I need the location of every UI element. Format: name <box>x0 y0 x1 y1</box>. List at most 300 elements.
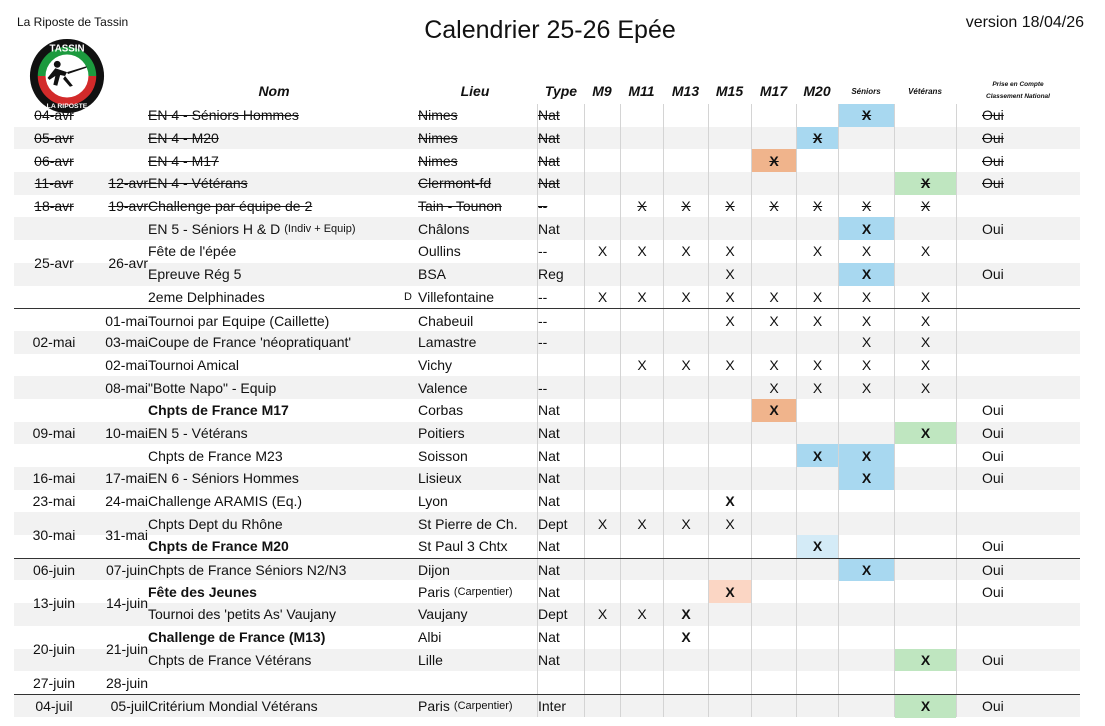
mark-m13 <box>664 172 708 195</box>
mark-m9: X <box>597 515 608 532</box>
table-row <box>14 467 1080 490</box>
mark-m11 <box>621 309 663 332</box>
event-name-text: Chpts de France M17 <box>148 402 289 419</box>
mark-seniors <box>839 535 894 558</box>
end-date: 14-juin <box>105 595 148 612</box>
event-type: Nat <box>538 447 560 464</box>
mark-m15 <box>709 422 751 445</box>
mark-m11 <box>621 467 663 490</box>
grid-line <box>956 671 957 694</box>
mark-m20 <box>797 512 838 535</box>
mark-m13 <box>664 695 708 718</box>
table-row <box>14 558 1080 581</box>
start-date: 16-mai <box>32 470 76 487</box>
mark-m13 <box>664 127 708 150</box>
start-date: 06-avr <box>34 152 74 169</box>
table-row <box>14 649 1080 672</box>
start-date: 04-avr <box>34 107 74 124</box>
mark-seniors <box>839 626 894 649</box>
mark-seniors <box>839 603 894 626</box>
table-row <box>14 286 1080 309</box>
location <box>418 649 536 672</box>
grid-line <box>956 490 957 513</box>
mark-m13 <box>664 376 708 399</box>
classement-national: Oui <box>982 562 1004 579</box>
mark-m15: X <box>725 288 735 305</box>
mark-m11 <box>621 626 663 649</box>
mark-m20 <box>797 490 838 513</box>
start-date <box>14 286 94 309</box>
end-date: 01-mai <box>105 312 148 329</box>
grid-line <box>956 649 957 672</box>
grid-line <box>956 695 957 717</box>
end-date <box>88 217 148 240</box>
mark-m17: X <box>769 379 779 396</box>
mark-m20 <box>797 603 838 626</box>
location <box>418 376 536 399</box>
classement-national: Oui <box>982 583 1004 600</box>
classement-national <box>982 331 1042 354</box>
mark-m9: X <box>597 243 608 260</box>
event-name-text: Coupe de France 'néopratiquant' <box>148 334 352 351</box>
table-row <box>14 149 1080 172</box>
col-classement-line2: Classement National <box>986 93 1050 100</box>
location <box>418 626 536 649</box>
start-date: 05-avr <box>34 130 74 147</box>
mark-m15 <box>709 671 751 694</box>
table-row <box>14 104 1080 127</box>
mark-seniors <box>839 399 894 422</box>
mark-seniors <box>839 580 894 603</box>
event-name <box>148 649 416 672</box>
mark-seniors: X <box>839 467 894 490</box>
mark-m11 <box>621 490 663 513</box>
mark-m20 <box>797 331 838 354</box>
location <box>418 263 536 286</box>
start-date <box>14 399 94 422</box>
event-name-text: EN 5 - Séniors H & D <box>148 220 281 237</box>
event-name-text: EN 6 - Séniors Hommes <box>148 470 299 487</box>
mark-m9 <box>585 354 620 377</box>
location-text: Dijon <box>418 562 450 579</box>
mark-m11 <box>621 127 663 150</box>
start-date <box>14 649 94 672</box>
mark-m9 <box>585 149 620 172</box>
location-text: Oullins <box>418 243 461 260</box>
table-row <box>14 354 1080 377</box>
start-date <box>14 535 94 558</box>
location <box>418 127 536 150</box>
mark-m20: X <box>797 444 838 467</box>
event-name <box>148 671 416 694</box>
mark-seniors <box>839 490 894 513</box>
mark-m15: X <box>725 515 735 532</box>
location-text: Lyon <box>418 493 448 510</box>
mark-veterans <box>895 467 956 490</box>
mark-m13 <box>664 399 708 422</box>
col-m20: M20 <box>803 83 831 99</box>
mark-m20: X <box>812 243 823 260</box>
mark-m20 <box>797 626 838 649</box>
location-text: Tain - Tounon <box>418 198 502 215</box>
mark-seniors <box>839 127 894 150</box>
event-name-text: EN 4 - M17 <box>148 152 219 169</box>
col-classement-line1: Prise en Compte <box>992 81 1044 88</box>
location <box>418 580 536 603</box>
classement-national <box>982 354 1042 377</box>
mark-veterans <box>895 490 956 513</box>
mark-seniors: X <box>839 444 894 467</box>
col-lieu: Lieu <box>460 83 490 99</box>
event-name <box>148 127 416 150</box>
classement-national <box>982 671 1042 694</box>
mark-seniors: X <box>839 263 894 286</box>
start-date <box>14 376 94 399</box>
grid-line <box>956 240 957 263</box>
end-date: 26-avr <box>108 254 148 271</box>
col-m17: M17 <box>759 83 788 99</box>
end-date: 05-juil <box>110 698 148 715</box>
end-date <box>88 603 148 626</box>
mark-m20 <box>797 671 838 694</box>
location-text: Lille <box>418 651 443 668</box>
club-name: La Riposte de Tassin <box>17 15 129 29</box>
mark-m20: X <box>797 535 838 558</box>
mark-seniors: X <box>861 334 872 351</box>
mark-m15 <box>709 626 751 649</box>
event-type: Nat <box>538 651 560 668</box>
mark-m13 <box>664 104 708 127</box>
mark-m13 <box>664 559 708 582</box>
event-name-text: Epreuve Rég 5 <box>148 266 242 283</box>
mark-m13 <box>664 580 708 603</box>
event-name-text: Critérium Mondial Vétérans <box>148 698 318 715</box>
location-text: Lisieux <box>418 470 462 487</box>
event-type: Nat <box>538 470 560 487</box>
mark-veterans: X <box>920 379 931 396</box>
mark-m13 <box>664 149 708 172</box>
mark-seniors <box>839 671 894 694</box>
location-text: Vaujany <box>418 606 468 623</box>
mark-m20: X <box>812 312 823 329</box>
col-nom: Nom <box>258 83 290 99</box>
classement-national <box>982 240 1042 263</box>
mark-m17: X <box>752 399 796 422</box>
mark-m15 <box>709 127 751 150</box>
calendar-table <box>14 104 1080 717</box>
event-type: -- <box>538 288 548 305</box>
event-type <box>538 671 582 694</box>
end-date: 17-mai <box>105 470 148 487</box>
location-text: Villefontaine <box>418 288 495 305</box>
mark-m9 <box>585 104 620 127</box>
mark-m20 <box>797 104 838 127</box>
mark-m20 <box>797 559 838 582</box>
mark-m9 <box>585 172 620 195</box>
mark-m15: X <box>725 356 735 373</box>
event-name <box>148 263 416 286</box>
event-name <box>148 512 416 535</box>
event-name-text: EN 4 - M20 <box>148 130 219 147</box>
location-text: Valence <box>418 379 468 396</box>
mark-m9 <box>585 331 620 354</box>
mark-m15: X <box>709 580 751 603</box>
table-row <box>14 195 1080 218</box>
mark-m20: X <box>812 356 823 373</box>
classement-national: Oui <box>982 470 1004 487</box>
col-m11: M11 <box>628 83 655 99</box>
event-name <box>148 422 416 445</box>
event-name <box>148 286 416 309</box>
classement-national: Oui <box>982 447 1004 464</box>
event-type: -- <box>538 312 548 329</box>
mark-m15 <box>709 172 751 195</box>
start-date: 09-mai <box>32 424 76 441</box>
mark-seniors: X <box>839 104 894 127</box>
mark-m17: X <box>769 198 779 215</box>
end-date <box>88 286 148 309</box>
location <box>418 671 536 694</box>
event-name <box>148 104 416 127</box>
grid-line <box>956 104 957 127</box>
grid-line <box>956 172 957 195</box>
location-text: Nimes <box>418 107 458 124</box>
mark-m17: X <box>752 149 796 172</box>
event-type: Nat <box>538 493 560 510</box>
end-date <box>88 104 148 127</box>
table-row <box>14 580 1080 612</box>
grid-line <box>956 559 957 581</box>
location-text: Poitiers <box>418 424 465 441</box>
location-text: Vichy <box>418 356 452 373</box>
event-name-text: Challenge ARAMIS (Eq.) <box>148 493 303 510</box>
end-date <box>88 535 148 558</box>
mark-m17: X <box>769 356 779 373</box>
mark-m15 <box>709 331 751 354</box>
grid-line <box>956 580 957 603</box>
event-name <box>148 580 416 603</box>
classement-national: Oui <box>982 698 1004 715</box>
mark-m13 <box>664 535 708 558</box>
start-date <box>14 217 94 240</box>
mark-m20 <box>797 149 838 172</box>
classement-national <box>982 603 1042 626</box>
grid-line <box>956 603 957 626</box>
end-date: 12-avr <box>108 175 148 192</box>
table-row <box>14 127 1080 150</box>
mark-seniors: X <box>861 288 872 305</box>
event-name <box>148 626 416 649</box>
mark-m20 <box>797 422 838 445</box>
mark-veterans: X <box>895 172 956 195</box>
event-name-text: Tournoi des 'petits As' Vaujany <box>148 606 336 623</box>
classement-national <box>982 512 1042 535</box>
mark-m15 <box>709 376 751 399</box>
location <box>418 104 536 127</box>
mark-m20: X <box>812 198 823 215</box>
mark-m9 <box>585 263 620 286</box>
mark-seniors: X <box>861 356 872 373</box>
start-date: 11-avr <box>34 175 74 192</box>
mark-veterans <box>895 626 956 649</box>
mark-m20 <box>797 467 838 490</box>
mark-m9 <box>585 399 620 422</box>
event-name-text: Chpts Dept du Rhône <box>148 515 283 532</box>
mark-veterans: X <box>895 695 956 718</box>
event-name-text: Chpts de France Vétérans <box>148 651 312 668</box>
mark-m17 <box>752 263 796 286</box>
mark-m9 <box>585 559 620 582</box>
location <box>418 217 536 240</box>
event-name-text: Challenge par équipe de 2 <box>148 198 313 215</box>
mark-m13: X <box>681 606 691 623</box>
mark-veterans: X <box>895 649 956 672</box>
mark-m9 <box>585 376 620 399</box>
table-row <box>14 240 1080 271</box>
location-text: Corbas <box>418 402 464 419</box>
end-date: 02-mai <box>105 356 148 373</box>
mark-veterans <box>895 671 956 694</box>
event-type: Nat <box>538 629 560 646</box>
mark-m20 <box>797 263 838 286</box>
mark-m13: X <box>681 515 691 532</box>
event-name-text: Chpts de France M23 <box>148 447 283 464</box>
table-row <box>14 399 1080 422</box>
mark-veterans <box>895 104 956 127</box>
classement-national <box>982 490 1042 513</box>
mark-m11 <box>621 444 663 467</box>
event-type: Nat <box>538 424 560 441</box>
mark-m17 <box>752 444 796 467</box>
mark-m9 <box>585 535 620 558</box>
mark-m9 <box>585 467 620 490</box>
event-name <box>148 240 416 263</box>
col-m9: M9 <box>592 83 612 99</box>
end-date: 24-mai <box>105 493 148 510</box>
mark-veterans <box>895 559 956 582</box>
mark-m15 <box>709 695 751 718</box>
event-type: Nat <box>538 583 560 600</box>
mark-veterans <box>895 217 956 240</box>
location <box>418 172 536 195</box>
mark-veterans: X <box>895 422 956 445</box>
mark-seniors: X <box>839 217 894 240</box>
mark-m15 <box>709 149 751 172</box>
mark-m13: X <box>681 356 691 373</box>
end-date: 28-juin <box>105 674 148 691</box>
location <box>418 354 536 377</box>
mark-m11: X <box>637 606 647 623</box>
mark-veterans <box>895 535 956 558</box>
mark-veterans: X <box>920 243 931 260</box>
classement-national <box>982 286 1042 309</box>
start-date: 13-juin <box>32 595 76 612</box>
mark-seniors: X <box>861 312 872 329</box>
event-type: Inter <box>538 698 567 715</box>
location-text: Paris <box>418 583 450 600</box>
location <box>418 286 536 309</box>
mark-m9 <box>585 695 620 718</box>
event-type: -- <box>538 379 548 396</box>
start-date: 27-juin <box>32 674 76 691</box>
mark-m15: X <box>725 198 735 215</box>
end-date <box>88 649 148 672</box>
svg-text:LA RIPOSTE: LA RIPOSTE <box>46 103 88 111</box>
mark-seniors: X <box>861 243 872 260</box>
mark-m17 <box>752 580 796 603</box>
mark-m15 <box>709 104 751 127</box>
start-date: 23-mai <box>32 493 76 510</box>
mark-m13 <box>664 263 708 286</box>
mark-veterans <box>895 444 956 467</box>
event-type: Nat <box>538 152 560 169</box>
event-name-text: Fête de l'épée <box>148 243 237 260</box>
classement-national <box>982 195 1042 218</box>
location-text: Nimes <box>418 152 458 169</box>
table-row <box>14 376 1080 399</box>
mark-m11 <box>621 559 663 582</box>
mark-m11 <box>621 104 663 127</box>
classement-national: Oui <box>982 152 1004 169</box>
location-sub: (Carpentier) <box>453 585 513 598</box>
mark-m9 <box>585 580 620 603</box>
mark-m17 <box>752 172 796 195</box>
table-row <box>14 172 1080 195</box>
grid-line <box>956 331 957 354</box>
grid-line <box>956 149 957 172</box>
mark-veterans <box>895 127 956 150</box>
mark-m13 <box>664 490 708 513</box>
mark-veterans <box>895 512 956 535</box>
mark-m17: X <box>769 288 779 305</box>
start-date <box>14 603 94 626</box>
table-row <box>14 331 1080 354</box>
event-name <box>148 149 416 172</box>
grid-line <box>956 195 957 218</box>
location <box>418 149 536 172</box>
mark-m11 <box>621 671 663 694</box>
event-name-text: "Botte Napo" - Equip <box>148 379 277 396</box>
mark-veterans <box>895 399 956 422</box>
table-row <box>14 263 1080 286</box>
mark-m13 <box>664 671 708 694</box>
start-date: 30-mai <box>32 527 76 544</box>
location-text: Châlons <box>418 220 470 237</box>
start-date: 02-mai <box>32 334 76 351</box>
event-type: -- <box>538 334 548 351</box>
mark-m9 <box>585 649 620 672</box>
start-date: 18-avr <box>34 198 74 215</box>
event-type: Dept <box>538 515 568 532</box>
mark-m13 <box>664 649 708 672</box>
mark-seniors: X <box>839 559 894 582</box>
end-date <box>88 149 148 172</box>
mark-m11 <box>621 376 663 399</box>
location-text: Albi <box>418 629 442 646</box>
location <box>418 535 536 558</box>
classement-national: Oui <box>982 424 1004 441</box>
mark-m17 <box>752 127 796 150</box>
mark-m9 <box>585 127 620 150</box>
mark-m15 <box>709 559 751 582</box>
table-row <box>14 512 1080 544</box>
classement-national: Oui <box>982 130 1004 147</box>
event-name <box>148 195 416 218</box>
mark-m20 <box>797 399 838 422</box>
mark-m9 <box>585 422 620 445</box>
mark-m20: X <box>797 127 838 150</box>
start-date <box>14 309 94 332</box>
